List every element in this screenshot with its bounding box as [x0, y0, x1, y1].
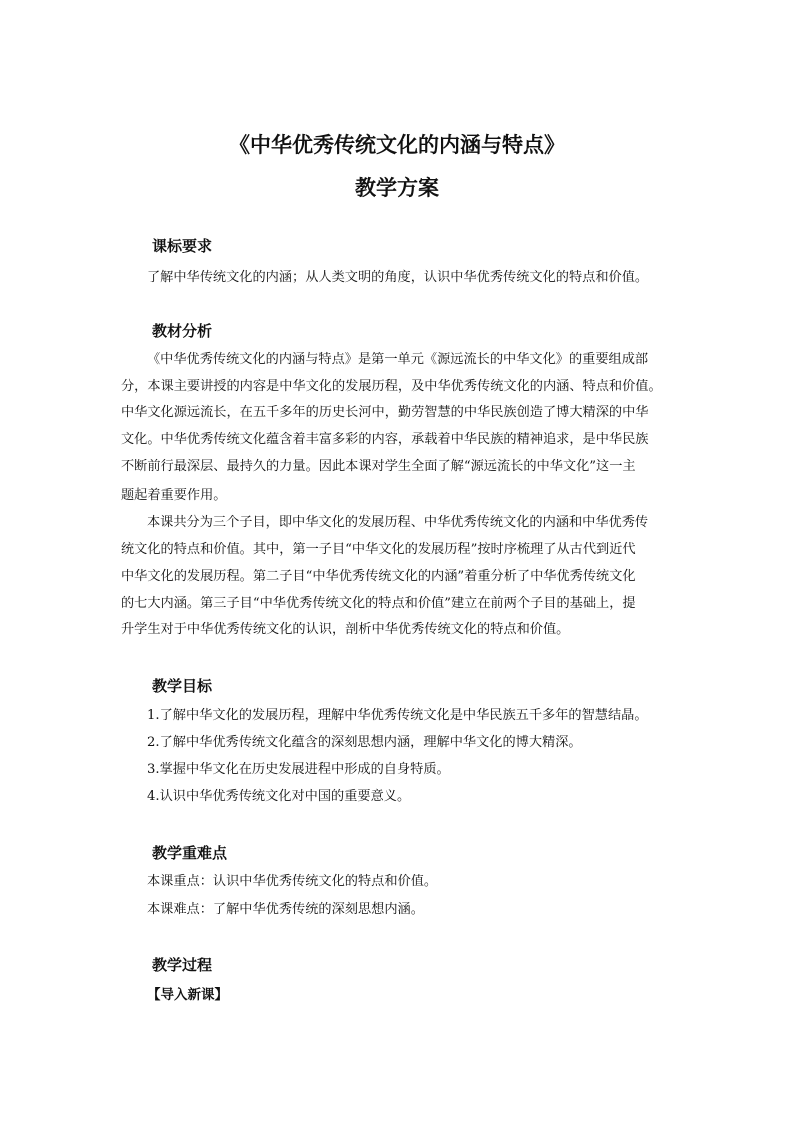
analysis-paragraph1-line: 文化。中华优秀传统文化蕴含着丰富多彩的内容，承载着中华民族的精神追求，是中华民族: [121, 432, 649, 447]
section-heading-curriculum: 课标要求: [152, 237, 213, 255]
analysis-paragraph1-line: 《中华优秀传统文化的内涵与特点》是第一单元《源远流长的中华文化》的重要组成部: [147, 352, 649, 367]
goal-item: 4.认识中华优秀传统文化对中国的重要意义。: [147, 789, 411, 804]
analysis-paragraph1-line: 分，本课主要讲授的内容是中华文化的发展历程，及中华优秀传统文化的内涵、特点和价值。: [121, 379, 662, 394]
section-heading-process: 教学过程: [152, 956, 213, 974]
document-subtitle: 教学方案: [355, 175, 439, 200]
goal-item: 1.了解中华文化的发展历程，理解中华优秀传统文化是中华民族五千多年的智慧结晶。: [147, 708, 648, 723]
section-heading-goals: 教学目标: [152, 677, 213, 695]
goal-item: 2.了解中华优秀传统文化蕴含的深刻思想内涵，理解中华文化的博大精深。: [147, 735, 582, 750]
analysis-paragraph1-line: 题起着重要作用。: [121, 488, 227, 503]
goal-item: 3.掌握中华文化在历史发展进程中形成的自身特质。: [147, 762, 450, 777]
section-heading-analysis: 教材分析: [152, 322, 213, 340]
process-subheading: 【导入新课】: [147, 987, 228, 1003]
analysis-paragraph2-line: 升学生对于中华优秀传统文化的认识，剖析中华优秀传统文化的特点和价值。: [121, 622, 570, 637]
curriculum-text: 了解中华传统文化的内涵；从人类文明的角度，认识中华优秀传统文化的特点和价值。: [147, 270, 649, 285]
document-title: 《中华优秀传统文化的内涵与特点》: [229, 132, 565, 157]
analysis-paragraph1-line: 不断前行最深层、最持久的力量。因此本课对学生全面了解“源远流长的中华文化”这一主: [121, 459, 636, 474]
key-point-line: 本课重点：认识中华优秀传统文化的特点和价值。: [147, 874, 438, 889]
analysis-paragraph2-line: 统文化的特点和价值。其中，第一子目“中华文化的发展历程”按时序梳理了从古代到近代: [121, 542, 636, 557]
analysis-paragraph2-line: 的七大内涵。第三子目“中华优秀传统文化的特点和价值”建立在前两个子目的基础上，提: [121, 596, 636, 611]
analysis-paragraph2-line: 中华文化的发展历程。第二子目“中华优秀传统文化的内涵”着重分析了中华优秀传统文化: [121, 569, 636, 584]
section-heading-key-points: 教学重难点: [152, 844, 228, 862]
key-point-line: 本课难点：了解中华优秀传统的深刻思想内涵。: [147, 902, 424, 917]
analysis-paragraph1-line: 中华文化源远流长，在五千多年的历史长河中，勤劳智慧的中华民族创造了博大精深的中华: [121, 405, 649, 420]
analysis-paragraph2-line: 本课共分为三个子目，即中华文化的发展历程、中华优秀传统文化的内涵和中华优秀传: [147, 515, 649, 530]
